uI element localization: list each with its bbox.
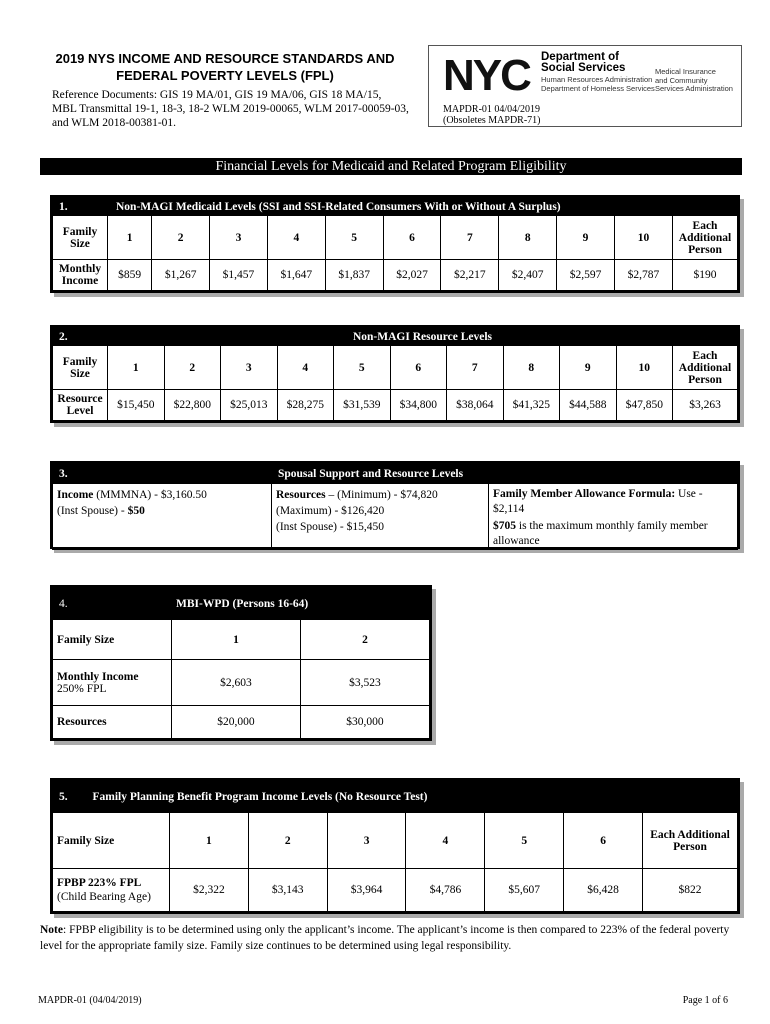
size-cell: Each Additional Person — [673, 346, 738, 390]
inst-spouse-line — [57, 503, 269, 519]
nyc-logo: NYC — [443, 51, 530, 100]
value-cell: $47,850 — [616, 390, 673, 421]
fma-max-value: $705 — [493, 520, 516, 532]
title-line-1: 2019 NYS INCOME AND RESOURCE STANDARDS AND — [55, 51, 395, 66]
title-line-2: FEDERAL POVERTY LEVELS (FPL) — [116, 68, 334, 83]
size-cell: 7 — [447, 346, 504, 390]
reference-documents — [52, 88, 422, 130]
monthly-income-label: Monthly Income — [57, 670, 139, 683]
fpbp-label: FPBP 223% FPL — [57, 877, 142, 889]
value-cell: $1,457 — [210, 260, 268, 291]
size-cell: 5 — [334, 346, 391, 390]
size-cell: 6 — [564, 813, 643, 869]
size-cell: 2 — [152, 216, 210, 260]
section-2-table — [50, 325, 740, 423]
size-cell: 2 — [164, 346, 221, 390]
value-cell: $3,143 — [248, 869, 327, 912]
size-cell: 5 — [325, 216, 383, 260]
fma-max-line — [493, 519, 735, 549]
dept-line-2: Social Services — [541, 62, 626, 74]
size-cell: 7 — [441, 216, 499, 260]
value-cell: $3,263 — [673, 390, 738, 421]
fma-label: Family Member Allowance Formula: — [493, 488, 676, 500]
value-cell: $2,322 — [170, 869, 249, 912]
value-cell: $38,064 — [447, 390, 504, 421]
size-cell: 9 — [560, 346, 617, 390]
value-cell: $25,013 — [221, 390, 278, 421]
income-label: Income — [57, 489, 94, 501]
ref-line-1: Reference Documents: GIS 19 MA/01, GIS 19 MA/06, GIS 18 MA/15, — [52, 89, 382, 101]
size-cell: 10 — [614, 216, 672, 260]
size-cell: 4 — [267, 216, 325, 260]
res-min: – (Minimum) - $74,820 — [325, 489, 438, 501]
med-line-2: and Community — [655, 75, 708, 85]
resource-level-label: Resource Level — [53, 390, 108, 421]
res-min-line — [276, 487, 486, 503]
value-cell: $20,000 — [172, 706, 301, 739]
size-cell: 4 — [406, 813, 485, 869]
mica-name — [655, 68, 733, 94]
value-cell: $1,647 — [267, 260, 325, 291]
section-2-number: 2. — [53, 328, 108, 346]
income-text: (MMMNA) - $3,160.50 — [93, 489, 207, 501]
section-4-title: MBI-WPD (Persons 16-64) — [172, 588, 430, 620]
value-cell: $5,607 — [485, 869, 564, 912]
family-allowance-cell — [489, 484, 738, 550]
size-cell: 10 — [616, 346, 673, 390]
value-cell: $44,588 — [560, 390, 617, 421]
value-cell: $4,786 — [406, 869, 485, 912]
monthly-income-label: Monthly Income — [53, 260, 108, 291]
value-cell: $2,597 — [557, 260, 615, 291]
section-3-title: Spousal Support and Resource Levels — [272, 464, 738, 484]
dss-name — [541, 52, 625, 74]
section-5-title: Family Planning Benefit Program Income Levels (No Resource Test) — [92, 790, 428, 803]
agency-logo-box — [428, 45, 742, 127]
fma-line — [493, 487, 735, 517]
size-cell: 2 — [248, 813, 327, 869]
size-cell: 1 — [172, 620, 301, 660]
section-4-table — [50, 585, 432, 741]
value-cell: $28,275 — [277, 390, 334, 421]
size-cell: 1 — [108, 216, 152, 260]
value-cell: $1,837 — [325, 260, 383, 291]
fpbp-label-cell — [53, 869, 170, 912]
section-4-num-text: 4. — [59, 597, 68, 610]
page-title — [40, 50, 410, 84]
value-cell: $2,603 — [172, 660, 301, 706]
obsoletes-note: (Obsoletes MAPDR-71) — [443, 115, 541, 126]
value-cell: $41,325 — [503, 390, 560, 421]
hra-name: Human Resources Administration — [541, 75, 653, 84]
section-3-number: 3. — [53, 464, 272, 484]
size-cell: 2 — [300, 620, 429, 660]
size-cell: 5 — [485, 813, 564, 869]
family-size-label: Family Size — [53, 620, 172, 660]
size-cell: 6 — [390, 346, 447, 390]
section-4-number — [53, 588, 172, 620]
value-cell: $15,450 — [108, 390, 165, 421]
note-text: : FPBP eligibility is to be determined using only the applicant’s income. The applicant’s income is then compared to 223% of the federal poverty level for the appropriate family size. Family size continues to be determined using legal responsibility. — [40, 924, 730, 952]
med-line-3: Services Administration — [655, 84, 733, 93]
size-cell: 9 — [557, 216, 615, 260]
ref-line-3: and WLM 2018-00381-01. — [52, 117, 177, 129]
fpl-label: 250% FPL — [57, 682, 107, 695]
value-cell: $859 — [108, 260, 152, 291]
size-cell: 1 — [108, 346, 165, 390]
section-5-header — [53, 781, 738, 813]
spousal-resources-cell — [272, 484, 489, 550]
inst-spouse-value: $50 — [127, 505, 145, 517]
dhs-name: Department of Homeless Services — [541, 83, 655, 93]
monthly-income-label-cell — [53, 660, 172, 706]
fpbp-sub: (Child Bearing Age) — [57, 891, 151, 903]
value-cell: $3,964 — [327, 869, 406, 912]
value-cell: $30,000 — [300, 706, 429, 739]
document-id — [443, 104, 541, 126]
dss-subagencies — [541, 76, 655, 93]
size-cell: Each Additional Person — [673, 216, 738, 260]
spousal-income-cell — [53, 484, 272, 550]
value-cell: $1,267 — [152, 260, 210, 291]
value-cell: $2,787 — [614, 260, 672, 291]
value-cell: $3,523 — [300, 660, 429, 706]
size-cell: Each Additional Person — [643, 813, 738, 869]
dept-line-1: Department of — [541, 51, 619, 63]
page-number: Page 1 of 6 — [682, 995, 728, 1006]
res-inst: (Inst Spouse) - $15,450 — [276, 521, 384, 533]
value-cell: $34,800 — [390, 390, 447, 421]
section-5-table — [50, 778, 740, 914]
size-cell: 8 — [503, 346, 560, 390]
size-cell: 3 — [210, 216, 268, 260]
res-max: (Maximum) - $126,420 — [276, 505, 385, 517]
income-line — [57, 487, 269, 503]
ref-line-2: MBL Transmittal 19-1, 18-3, 18-2 WLM 2019-00065, WLM 2017-00059-03, — [52, 103, 409, 115]
section-banner: Financial Levels for Medicaid and Related Program Eligibility — [40, 158, 742, 175]
family-size-label: Family Size — [53, 216, 108, 260]
family-size-label: Family Size — [53, 346, 108, 390]
med-line-1: Medical Insurance — [655, 67, 716, 76]
inst-spouse-text: (Inst Spouse) - — [57, 505, 128, 517]
value-cell: $31,539 — [334, 390, 391, 421]
section-3-table — [50, 461, 740, 549]
section-1-table — [50, 195, 740, 293]
value-cell: $190 — [673, 260, 738, 291]
mapdr-date: MAPDR-01 04/04/2019 — [443, 104, 540, 115]
fma-max-text: is the maximum monthly family member allowance — [493, 520, 708, 547]
size-cell: 4 — [277, 346, 334, 390]
value-cell: $22,800 — [164, 390, 221, 421]
size-cell: 1 — [170, 813, 249, 869]
section-1-number: 1. — [53, 198, 108, 216]
resources-label: Resources — [53, 706, 172, 739]
size-cell: 3 — [221, 346, 278, 390]
value-cell: $822 — [643, 869, 738, 912]
family-size-label: Family Size — [53, 813, 170, 869]
value-cell: $2,027 — [383, 260, 441, 291]
value-cell: $2,407 — [499, 260, 557, 291]
value-cell: $6,428 — [564, 869, 643, 912]
value-cell: $2,217 — [441, 260, 499, 291]
section-5-number: 5. — [59, 790, 68, 803]
size-cell: 8 — [499, 216, 557, 260]
size-cell: 6 — [383, 216, 441, 260]
note-label: Note — [40, 924, 63, 936]
section-1-title: Non-MAGI Medicaid Levels (SSI and SSI-Related Consumers With or Without A Surplus) — [108, 198, 738, 216]
size-cell: 3 — [327, 813, 406, 869]
footer-document-id: MAPDR-01 (04/04/2019) — [38, 995, 142, 1006]
resources-label: Resources — [276, 489, 326, 501]
section-2-title: Non-MAGI Resource Levels — [108, 328, 738, 346]
fpbp-note — [40, 922, 740, 954]
fma-text: Use - $2,114 — [493, 488, 703, 515]
